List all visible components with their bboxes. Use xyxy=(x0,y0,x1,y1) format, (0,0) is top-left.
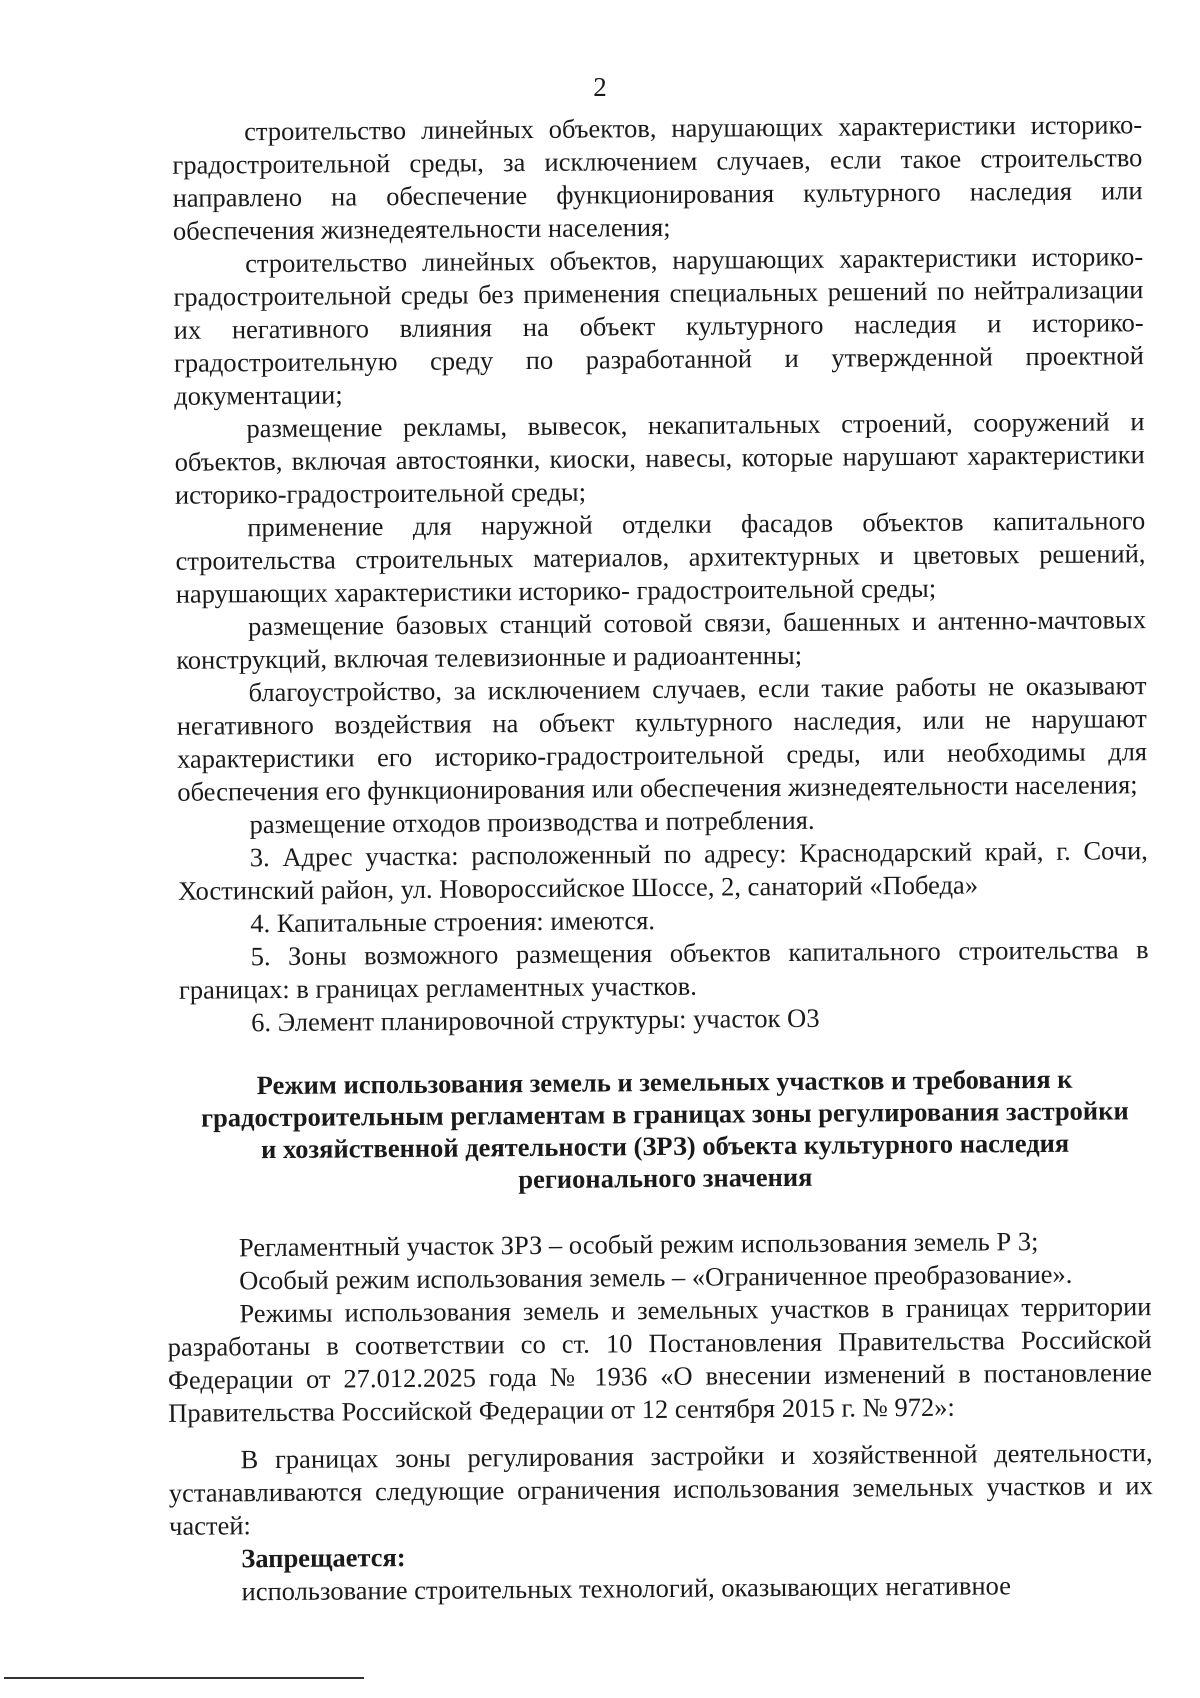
list-item: размещение базовых станций сотовой связи, башенных и антенно-мачтовых конструкций, включая телевизионные и радиоантенны; xyxy=(176,604,1147,675)
list-item: применение для наружной отделки фасадов объектов капитального строительства строительных материалов, архитектурных и цветовых решений, нарушающих характеристики историко- градостроительной среды; xyxy=(175,505,1146,609)
regulation-line-2: Особый режим использования земель – «Ограниченное преобразование». xyxy=(239,1258,1073,1296)
list-item: строительство линейных объектов, нарушающих характеристики историко-градостроительной среды, за исключением случаев, если такое строительство направлено на обеспечение функционирования культурного наследия или обеспечения жизнедеятельности населения; xyxy=(172,109,1143,246)
prohibited-label: Запрещается: xyxy=(241,1542,406,1574)
page-number: 2 xyxy=(593,72,607,102)
restrictions-paragraph: В границах зоны регулирования застройки и хозяйственной деятельности, устанавливаются следующие ограничения использования земельных участков и их частей: xyxy=(168,1437,1153,1541)
regulation-line-1: Регламентный участок ЗРЗ – особый режим использования земель Р 3; xyxy=(238,1226,1039,1263)
planning-element-paragraph: 6. Элемент планировочной структуры: участок О3 xyxy=(251,1002,820,1038)
restrictions-list xyxy=(172,108,1149,1040)
document-body xyxy=(167,108,1154,1609)
section-heading: Режим использования земель и земельных участков и требования к градостроительным регламентам в границах зоны регулирования застройки и хозяйственной деятельности (ЗРЗ) объекта культурного наследия регионального значения xyxy=(200,1063,1129,1195)
address-paragraph: 3. Адрес участка: расположенный по адресу: Краснодарский край, г. Сочи, Хостинский район, ул. Новороссийское Шоссе, 2, санаторий «Победа» xyxy=(177,835,1148,906)
regimes-paragraph: Режимы использования земель и земельных участков в границах территории разработаны в соответствии со ст. 10 Постановления Правительства Российской Федерации от 27.012.2025 года № 1936 «О внесении изменений в постановление Правительства Российской Федерации от 12 сентября 2015 г. № 972»: xyxy=(167,1291,1153,1428)
continued-line: использование строительных технологий, оказывающих негативное xyxy=(241,1570,1012,1607)
list-item: благоустройство, за исключением случаев, если такие работы не оказывают негативного воздействия на объект культурного наследия, или не нарушают характеристики его историко-градостроительной среды, или необходимы для обеспечения его функционирования или обеспечения жизнедеятельности населения; xyxy=(176,670,1148,807)
list-item: размещение рекламы, вывесок, некапитальных строений, сооружений и объектов, включая автостоянки, киоски, навесы, которые нарушают характеристики историко-градостроительной среды; xyxy=(174,406,1145,510)
list-item: размещение отходов производства и потребления. xyxy=(249,804,815,840)
zrz-section xyxy=(167,1224,1154,1609)
placement-zones-paragraph: 5. Зоны возможного размещения объектов капитального строительства в границах: в границах регламентных участков. xyxy=(178,934,1149,1005)
capital-buildings-paragraph: 4. Капитальные строения: имеются. xyxy=(250,905,656,939)
list-item: строительство линейных объектов, нарушающих характеристики историко-градостроительной среды без применения специальных решений по нейтрализации их негативного влияния на объект культурного наследия и историко-градостроительную среду по разработанной и утвержденной проектной документации; xyxy=(173,241,1145,411)
footer-divider xyxy=(4,1677,364,1679)
